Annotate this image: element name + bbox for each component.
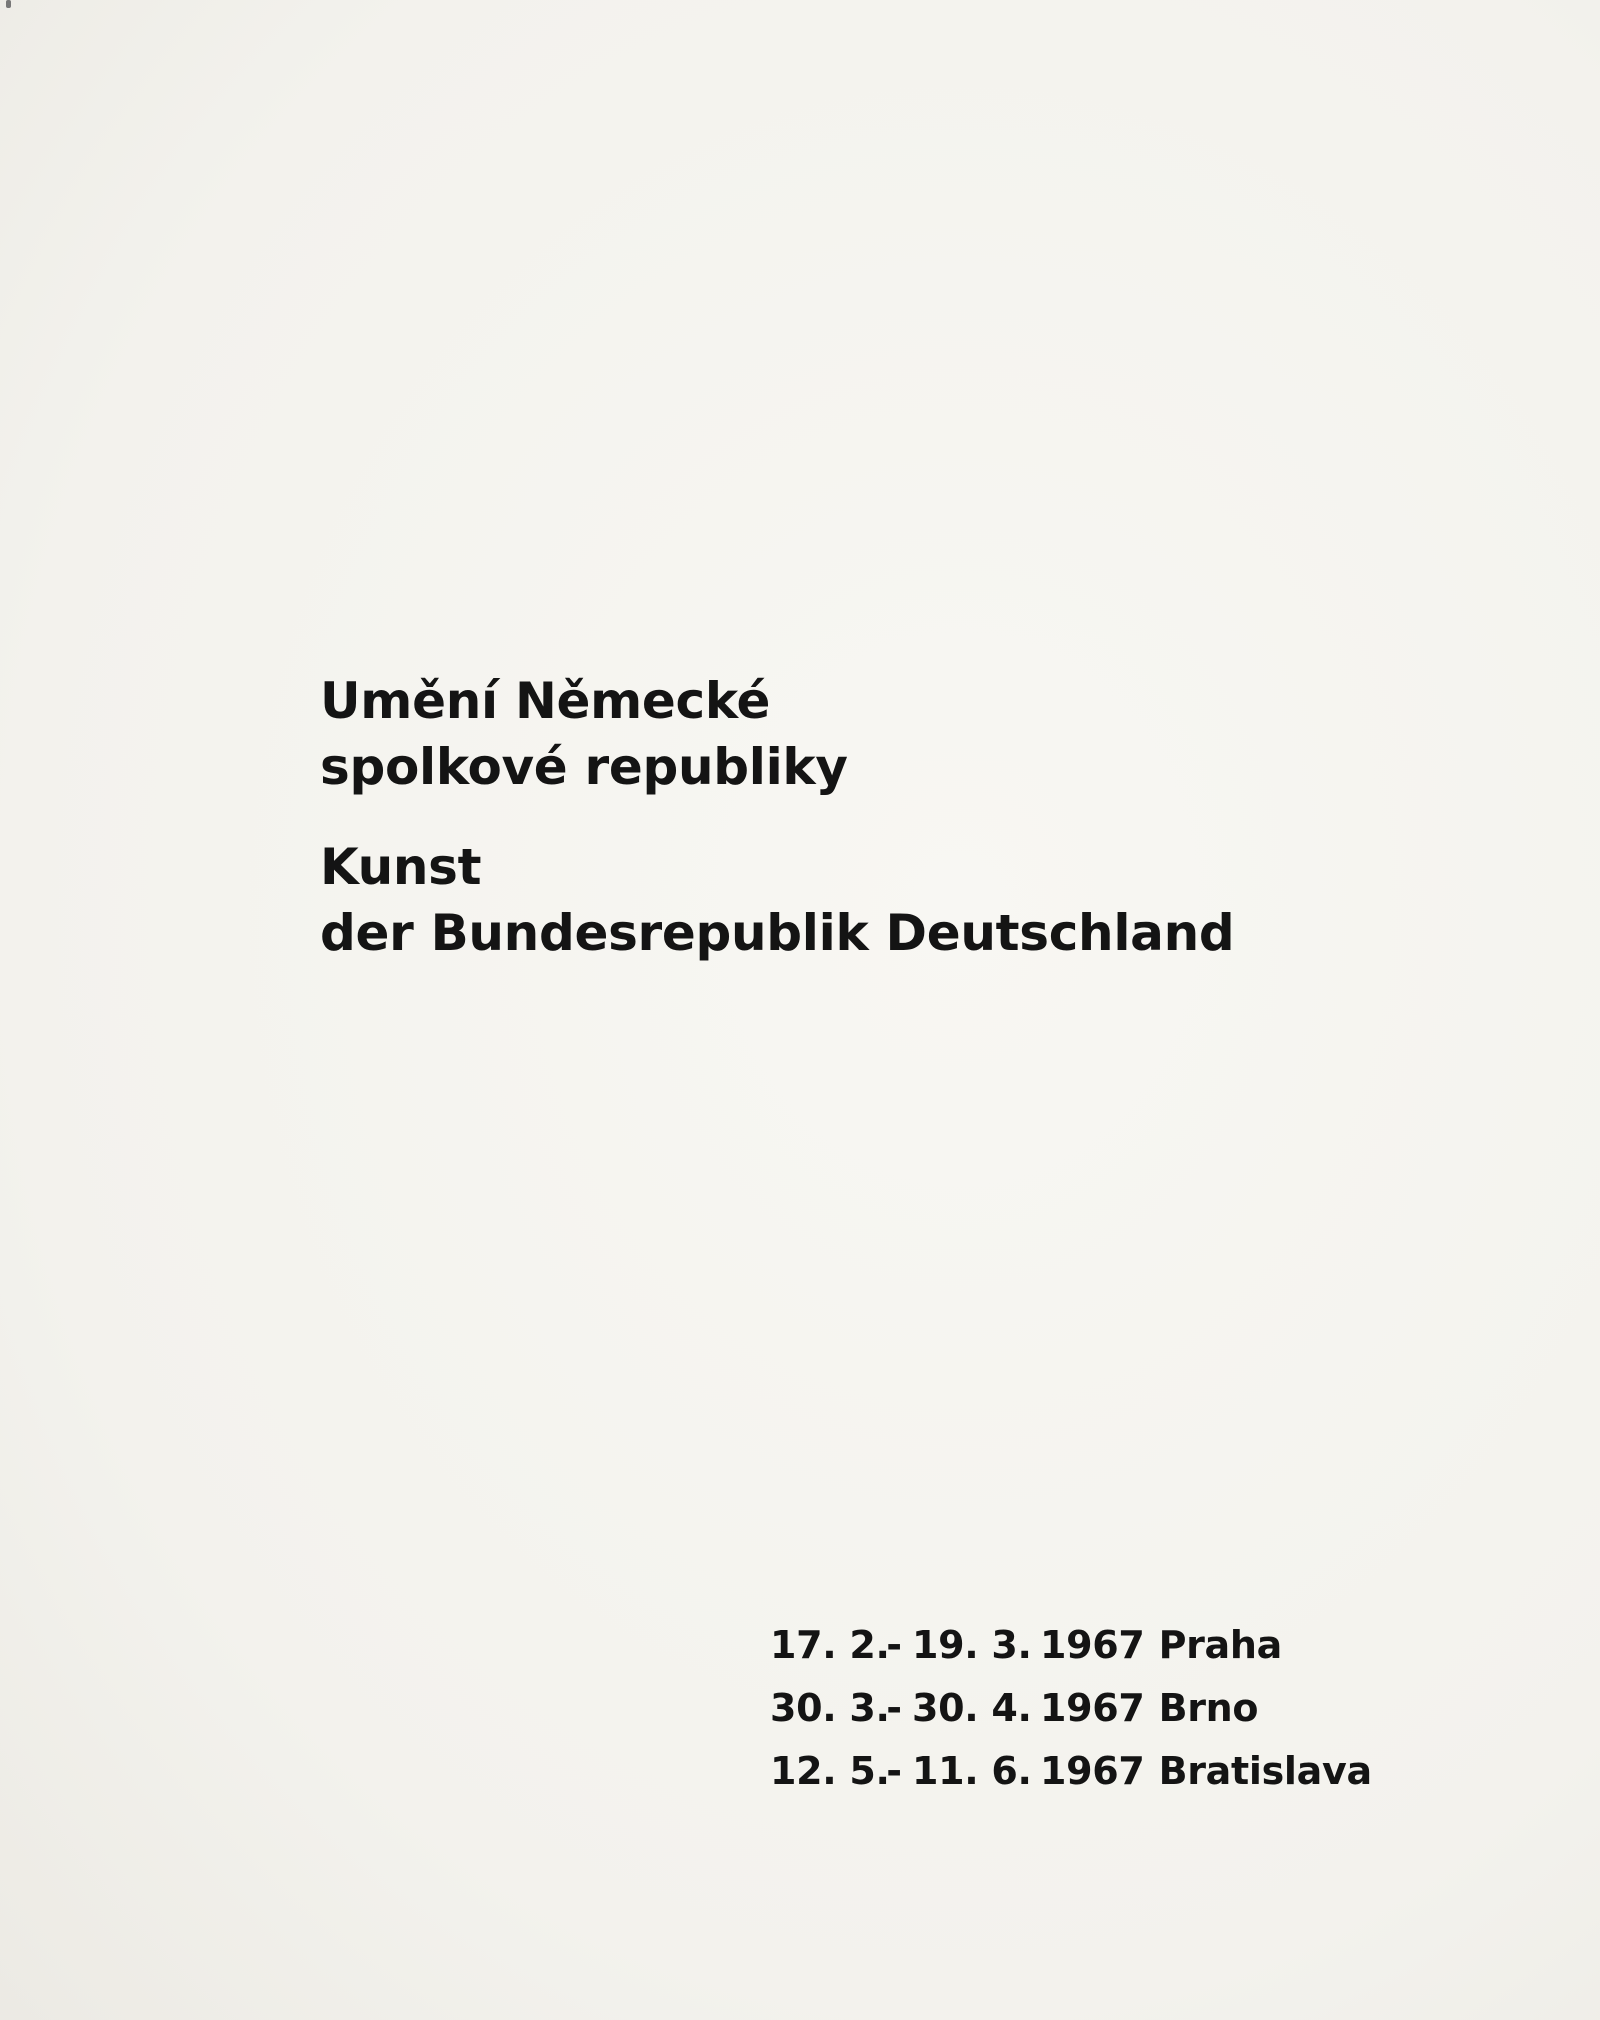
german-title-line-1: Kunst — [320, 838, 482, 896]
year: 1967 — [1040, 1749, 1145, 1793]
date-separator: - — [886, 1623, 902, 1667]
exhibition-row-bratislava — [770, 1740, 1390, 1803]
exhibition-dates — [770, 1614, 1390, 1803]
title-block — [320, 668, 1420, 966]
german-title-line-2: der Bundesrepublik Deutschland — [320, 904, 1235, 962]
start-date: 17. 2. — [770, 1623, 890, 1667]
page-mark — [6, 0, 11, 8]
czech-title-line-2: spolkové republiky — [320, 738, 848, 796]
city: Brno — [1158, 1686, 1259, 1730]
start-date: 12. 5. — [770, 1749, 890, 1793]
city: Bratislava — [1158, 1749, 1372, 1793]
year: 1967 — [1040, 1623, 1145, 1667]
year: 1967 — [1040, 1686, 1145, 1730]
end-date: 11. 6. — [912, 1749, 1032, 1793]
exhibition-row-brno — [770, 1677, 1390, 1740]
city: Praha — [1158, 1623, 1282, 1667]
start-date: 30. 3. — [770, 1686, 890, 1730]
date-separator: - — [886, 1749, 902, 1793]
czech-title-line-1: Umění Německé — [320, 672, 771, 730]
end-date: 30. 4. — [912, 1686, 1032, 1730]
end-date: 19. 3. — [912, 1623, 1032, 1667]
exhibition-row-praha — [770, 1614, 1390, 1677]
date-separator: - — [886, 1686, 902, 1730]
